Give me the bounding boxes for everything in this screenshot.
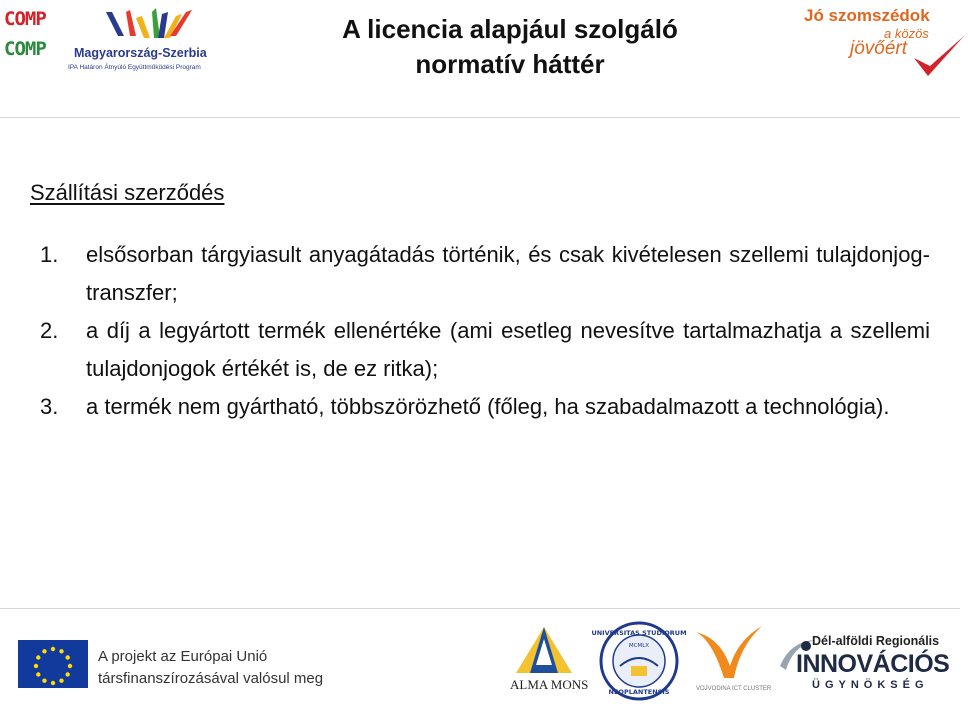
eu-text-line2: társfinanszírozásával valósul meg [98,670,324,687]
slogan-line1: Jó szomszédok [804,6,930,25]
eu-text-line1: A projekt az Európai Unió [98,648,268,665]
mountain-icon [506,625,582,677]
section-title: Szállítási szerződés [30,180,225,205]
v-shape-icon [690,622,766,684]
university-seal-year: MCMLX [628,643,650,649]
page-title-line2: normatív háttér [415,49,605,79]
list-item-text: elsősorban tárgyiasult anyagátadás történik, és csak kivételesen szellemi tulajdonjog-transzfer; [86,242,930,305]
university-seal-top: UNIVERSITAS STUDIORUM [591,629,687,637]
eu-flag-icon [18,640,88,688]
comp-logo-line1: COMP [4,8,46,30]
slogan-line2: a közös [884,26,929,41]
list-item-number: 3. [40,394,59,419]
hu-serbia-program-logo [64,6,234,76]
university-seal-bottom: NEOPLANTENSIS [608,688,670,696]
list-item-text: a díj a legyártott termék ellenértéke (ami esetleg nevesítve tartalmazhatja a szellemi tulajdonjogok értékét is, de ez ritka); [86,318,930,381]
header-divider [0,117,960,118]
vojvodina-label: VOJVODINA ICT CLUSTER [696,686,772,692]
page-title [270,12,750,82]
list-item [40,388,930,426]
alma-mons-label: ALMA MONS [510,677,589,692]
innovation-line2: INNOVÁCIÓS [796,650,950,678]
slogan-line3: jövőért [850,38,908,59]
eu-funding-text [98,646,323,690]
program-subtitle: IPA Határon Átnyúló Együttműködési Program [68,64,201,71]
list-item-number: 1. [40,242,59,267]
list-item [40,236,930,312]
numbered-list [40,236,930,426]
alma-mons-logo [506,625,589,700]
list-item-number: 2. [40,318,59,343]
innovation-line1: Dél-alföldi Regionális [812,634,940,648]
vojvodina-ict-cluster-logo [690,622,772,700]
list-item [40,312,930,388]
page-title-line1: A licencia alapjául szolgáló [342,14,678,44]
comp-logo [4,4,64,68]
regional-innovation-agency-logo [776,630,956,700]
innovation-line3: ÜGYNÖKSÉG [812,679,929,691]
university-novi-sad-seal [591,620,687,702]
arrows-icon [64,6,234,46]
good-neighbours-logo [800,6,958,82]
checkmark-icon [908,32,968,82]
program-name: Magyarország-Szerbia [74,46,207,60]
footer-divider [0,608,960,609]
list-item-text: a termék nem gyártható, többszörözhető (főleg, ha szabadalmazott a technológia). [86,394,890,419]
comp-logo-line2: COMP [4,38,46,60]
